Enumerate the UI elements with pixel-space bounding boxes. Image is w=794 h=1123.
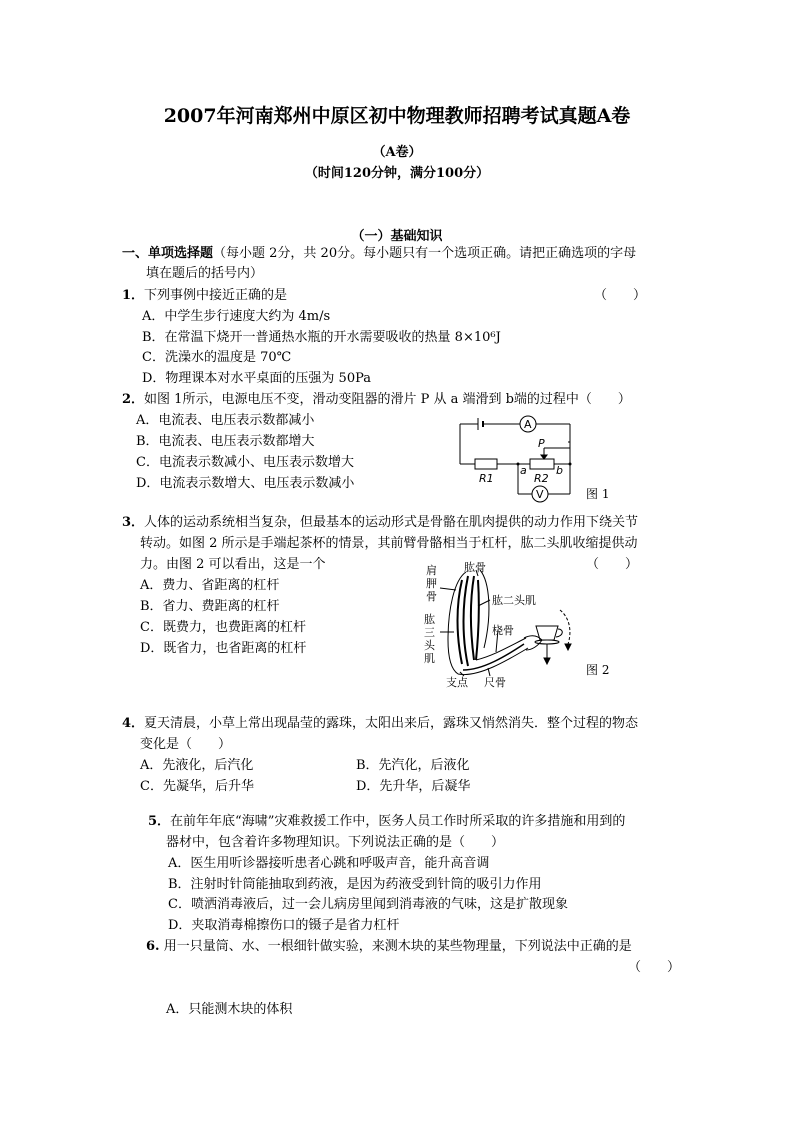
scapula-label-2: 胛 bbox=[426, 577, 437, 590]
answer-bracket: （ ） bbox=[594, 288, 647, 303]
option-c: C．先凝华，后升华 bbox=[140, 779, 254, 794]
ammeter-label: A bbox=[524, 418, 532, 431]
rheostat-r2 bbox=[530, 459, 554, 469]
time-note: （时间120分钟，满分100分） bbox=[304, 166, 490, 181]
question-3-stem-line-1 bbox=[122, 515, 638, 531]
r1-label: R1 bbox=[479, 472, 494, 485]
question-number: 5． bbox=[148, 814, 171, 829]
voltmeter-label: V bbox=[536, 488, 544, 501]
section-title: （一）基础知识 bbox=[351, 229, 443, 244]
question-number: 3． bbox=[122, 515, 145, 530]
question-number: 1． bbox=[122, 288, 145, 303]
biceps-label: 肱二头肌 bbox=[492, 594, 536, 607]
option-a: A．电流表、电压表示数都减小 bbox=[136, 413, 315, 428]
upper-arm-front bbox=[480, 570, 489, 648]
figure-2-arm-lever bbox=[418, 560, 578, 690]
teacup bbox=[536, 626, 558, 640]
question-text: 在前年年底“海啸”灾难救援工作中，医务人员工作时所采取的许多措施和用到的 bbox=[170, 814, 626, 829]
question-5-stem-line-2: 器材中，包含着许多物理知识。下列说法正确的是（ ） bbox=[166, 835, 505, 850]
option-c: C．既费力，也费距离的杠杆 bbox=[140, 620, 306, 635]
triceps-label-4: 肌 bbox=[424, 652, 435, 665]
triceps-label-1: 肱 bbox=[424, 613, 435, 626]
r2-label: R2 bbox=[534, 472, 549, 485]
triceps-label-2: 三 bbox=[424, 626, 435, 639]
question-2-stem bbox=[122, 392, 631, 408]
forearm-upper bbox=[476, 638, 526, 660]
question-5-stem-line-1 bbox=[148, 814, 625, 830]
question-text: 夏天清晨，小草上常出现晶莹的露珠，太阳出来后，露珠又悄然消失．整个过程的物态 bbox=[144, 716, 639, 731]
question-number: 4． bbox=[122, 716, 145, 731]
question-text: 用一只量筒、水、一根细针做实验，来测木块的某些物理量，下列说法中正确的是 bbox=[163, 939, 632, 954]
question-text: 如图 1所示，电源电压不变，滑动变阻器的滑片 P 从 a 端滑到 b端的过程中（ ） bbox=[144, 392, 631, 407]
option-d: D．既省力，也省距离的杠杆 bbox=[140, 641, 307, 656]
option-b: B．注射时针筒能抽取到药液，是因为药液受到针筒的吸引力作用 bbox=[168, 877, 542, 892]
option-c: C．洗澡水的温度是 70℃ bbox=[142, 350, 292, 365]
option-b: B．电流表、电压表示数都增大 bbox=[136, 434, 315, 449]
question-text: 下列事例中接近正确的是 bbox=[144, 288, 288, 303]
humerus-label: 肱骨 bbox=[464, 561, 486, 574]
resistor-r1 bbox=[475, 459, 497, 469]
option-b: B．先汽化，后液化 bbox=[356, 758, 470, 773]
ulna-label: 尺骨 bbox=[484, 676, 506, 689]
option-c: C．电流表示数减小、电压表示数增大 bbox=[136, 455, 354, 470]
option-a: A．费力、省距离的杠杆 bbox=[140, 578, 280, 593]
option-a: A．医生用听诊器接听患者心跳和呼吸声音，能升高音调 bbox=[168, 856, 490, 871]
option-c: C．喷洒消毒液后，过一会儿病房里闻到消毒液的气味，这是扩散现象 bbox=[168, 897, 568, 912]
answer-bracket: （ ） bbox=[586, 557, 639, 572]
radius-label: 桡骨 bbox=[492, 624, 514, 637]
question-4-stem-line-2: 变化是（ ） bbox=[140, 737, 232, 752]
question-text: 人体的运动系统相当复杂，但最基本的运动形式是骨骼在肌肉提供的动力作用下绕关节 bbox=[144, 515, 639, 530]
question-1-stem bbox=[122, 288, 287, 304]
fulcrum-label: 支点 bbox=[446, 676, 468, 689]
scapula-label-1: 肩 bbox=[426, 564, 437, 577]
option-b: B．省力、费距离的杠杆 bbox=[140, 599, 280, 614]
option-a: A．先液化，后汽化 bbox=[140, 758, 254, 773]
end-b-label: b bbox=[556, 464, 563, 477]
figure-2-caption: 图 2 bbox=[586, 663, 610, 677]
paper-variant: （A卷） bbox=[372, 145, 422, 160]
rotation-arrow bbox=[560, 610, 570, 644]
option-d: D．物理课本对水平桌面的压强为 50Pa bbox=[142, 371, 372, 386]
triceps-label-3: 头 bbox=[424, 639, 435, 652]
figure-1-caption: 图 1 bbox=[586, 487, 610, 501]
answer-bracket: （ ） bbox=[628, 960, 681, 975]
document-title: 2007年河南郑州中原区初中物理教师招聘考试真题A卷 bbox=[163, 105, 631, 127]
option-d: D．先升华，后凝华 bbox=[356, 779, 471, 794]
question-number: 6. bbox=[146, 939, 160, 954]
option-b: B．在常温下烧开一普通热水瓶的开水需要吸收的热量 8×10⁶J bbox=[142, 330, 501, 345]
part-label: 一、单项选择题 bbox=[122, 246, 214, 261]
question-3-stem-line-3: 力。由图 2 可以看出，这是一个 bbox=[140, 557, 326, 572]
part-instructions-cont: 填在题后的括号内） bbox=[146, 266, 264, 281]
slider-label: P bbox=[538, 437, 545, 450]
option-a: A．只能测木块的体积 bbox=[166, 1002, 293, 1017]
question-4-stem-line-1 bbox=[122, 716, 638, 732]
question-number: 2． bbox=[122, 392, 145, 407]
option-d: D．电流表示数增大、电压表示数减小 bbox=[136, 476, 355, 491]
option-d: D．夹取消毒棉擦伤口的镊子是省力杠杆 bbox=[168, 918, 400, 933]
question-3-stem-line-2: 转动。如图 2 所示是手端起茶杯的情景，其前臂骨骼相当于杠杆，肱二头肌收缩提供动 bbox=[140, 536, 638, 551]
question-6-stem bbox=[146, 939, 632, 955]
end-a-label: a bbox=[520, 464, 527, 477]
option-a: A．中学生步行速度大约为 4m/s bbox=[142, 309, 331, 324]
part-heading bbox=[122, 246, 636, 262]
part-instructions: （每小题 2分，共 20分。每小题只有一个选项正确。请把正确选项的字母 bbox=[213, 246, 637, 261]
scapula-label-3: 骨 bbox=[426, 590, 437, 603]
